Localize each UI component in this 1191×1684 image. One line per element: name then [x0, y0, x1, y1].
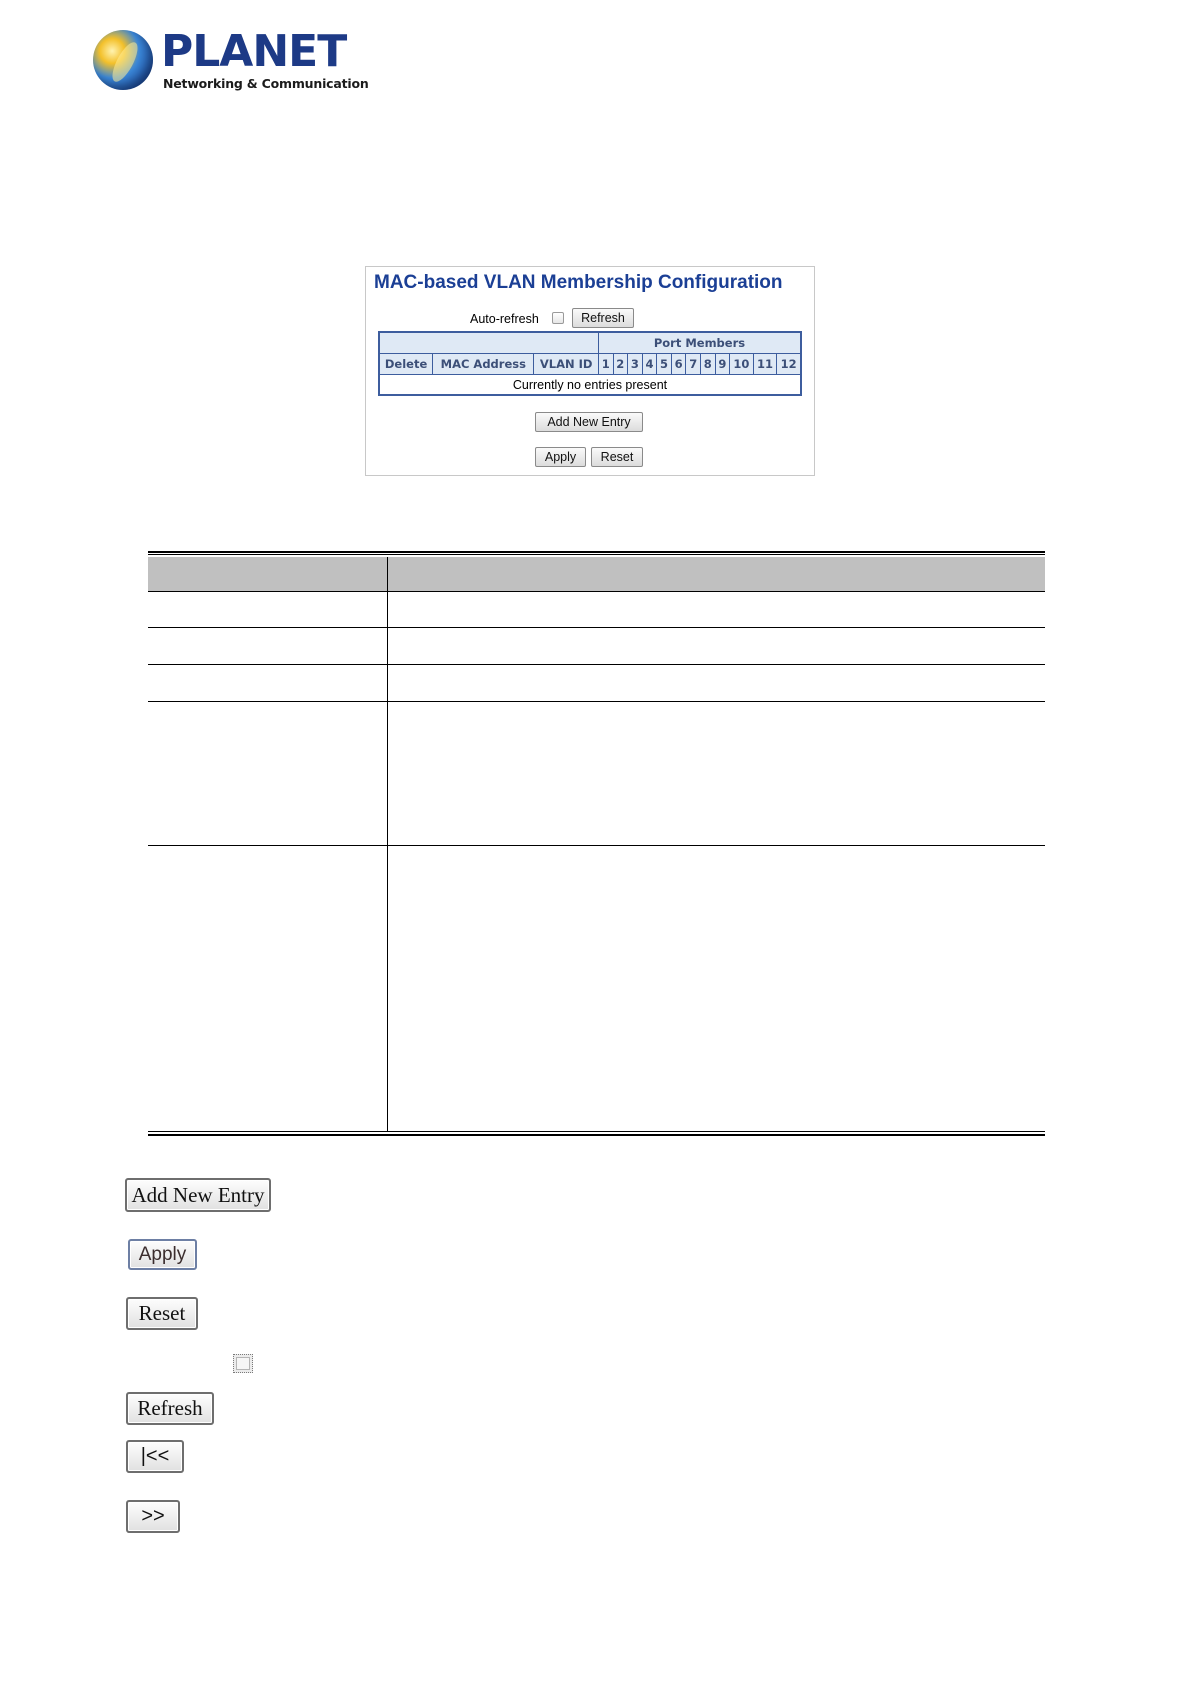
table-top-rule-inner	[148, 554, 1045, 555]
port-header-12: 12	[777, 354, 801, 375]
auto-refresh-label: Auto-refresh	[470, 312, 539, 326]
port-header-11: 11	[753, 354, 777, 375]
row-divider	[148, 701, 1045, 702]
table-header-band	[148, 557, 1045, 591]
description-table	[148, 551, 1045, 1137]
column-header-delete: Delete	[379, 354, 433, 375]
port-members-header: Port Members	[598, 332, 801, 354]
table-top-rule	[148, 551, 1045, 553]
reset-button[interactable]: Reset	[591, 447, 643, 467]
port-header-10: 10	[730, 354, 754, 375]
logo-tagline: Networking & Communication	[163, 76, 369, 91]
column-header-vlan-id: VLAN ID	[534, 354, 599, 375]
add-new-entry-button[interactable]: Add New Entry	[535, 412, 643, 432]
port-header-9: 9	[715, 354, 730, 375]
row-divider	[148, 664, 1045, 665]
port-header-2: 2	[613, 354, 628, 375]
row-divider	[148, 627, 1045, 628]
port-header-5: 5	[657, 354, 672, 375]
globe-logo-icon	[93, 30, 153, 90]
empty-table-message: Currently no entries present	[512, 377, 668, 392]
planet-logo	[93, 26, 369, 96]
refresh-button[interactable]: Refresh	[126, 1392, 214, 1425]
auto-refresh-row	[366, 308, 814, 330]
auto-refresh-checkbox[interactable]	[552, 312, 564, 324]
apply-button[interactable]: Apply	[128, 1239, 197, 1270]
next-page-button[interactable]: >>	[126, 1500, 180, 1533]
port-header-1: 1	[598, 354, 613, 375]
port-header-4: 4	[642, 354, 657, 375]
table-bottom-rule-inner	[148, 1131, 1045, 1132]
mac-vlan-config-panel	[365, 266, 815, 476]
reset-button[interactable]: Reset	[126, 1297, 198, 1330]
first-page-button[interactable]: |<<	[126, 1440, 184, 1473]
table-header-blank	[379, 332, 598, 354]
apply-button[interactable]: Apply	[535, 447, 586, 467]
column-header-mac-address: MAC Address	[433, 354, 534, 375]
port-header-3: 3	[628, 354, 643, 375]
port-header-6: 6	[671, 354, 686, 375]
add-new-entry-button[interactable]: Add New Entry	[125, 1178, 271, 1212]
logo-brand-text: PLANET	[161, 26, 347, 77]
mac-vlan-table	[378, 331, 802, 396]
column-header-row	[379, 354, 801, 375]
table-bottom-rule	[148, 1134, 1045, 1136]
row-divider	[148, 845, 1045, 846]
refresh-button[interactable]: Refresh	[572, 308, 634, 328]
page-title: MAC-based VLAN Membership Configuration	[374, 272, 783, 293]
port-header-7: 7	[686, 354, 701, 375]
row-divider	[148, 591, 1045, 592]
table-row	[379, 375, 801, 396]
auto-refresh-checkbox[interactable]	[233, 1354, 253, 1373]
column-divider	[387, 557, 388, 1131]
port-header-8: 8	[700, 354, 715, 375]
